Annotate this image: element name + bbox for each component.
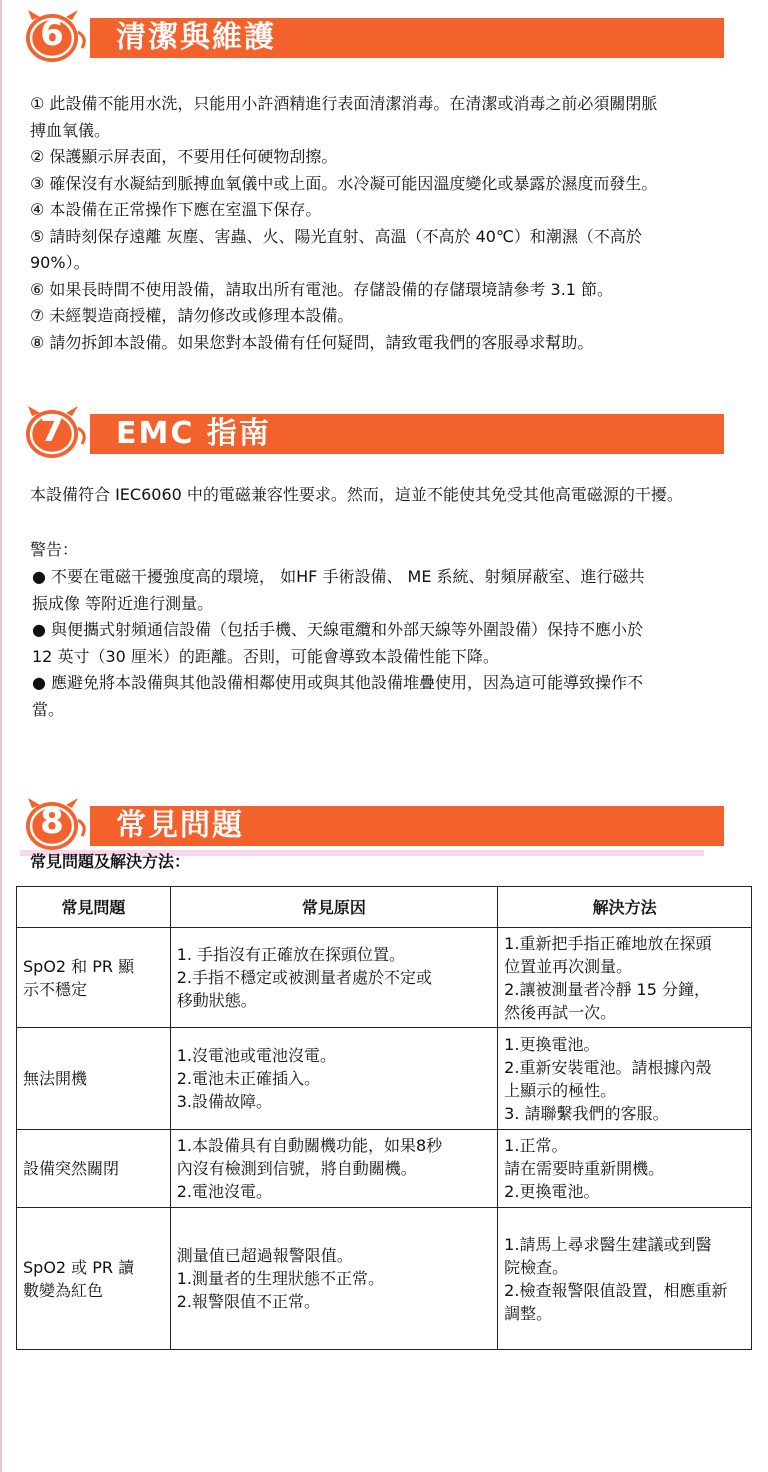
maintenance-item — [30, 330, 758, 357]
section-6-title: 清潔與維護 — [116, 20, 276, 55]
text-line: ● 應避免將本設備與其他設備相鄰使用或與其他設備堆疊使用，因為這可能導致操作不 — [32, 673, 644, 692]
left-margin-rule — [0, 0, 2, 1472]
maintenance-item — [30, 144, 758, 171]
table-row — [17, 1130, 752, 1208]
header-problem: 常見問題 — [17, 887, 171, 928]
text-line: 1.測量者的生理狀態不正常。 — [176, 1269, 384, 1288]
text-line: 2.讓被測量者冷靜 15 分鐘， — [504, 979, 710, 999]
text-line: 院檢查。 — [504, 1257, 569, 1277]
text-line: 1.沒電池或電池沒電。 — [176, 1046, 336, 1065]
text-line: ⑤ 請時刻保存遠離 灰塵、害蟲、火、陽光直射、高溫（不高於 40℃）和潮濕（不高於 — [30, 226, 642, 246]
text-line: ③ 確保沒有水凝結到脈搏血氧儀中或上面。水冷凝可能因溫度變化或暴露於濕度而發生。 — [30, 173, 658, 193]
warning-item — [32, 617, 754, 670]
emc-intro: 本設備符合 IEC6060 中的電磁兼容性要求。然而，這並不能使其免受其他高電磁源的干擾。 — [30, 485, 683, 504]
cell-solution — [498, 928, 752, 1028]
text-line: 示不穩定 — [23, 979, 88, 999]
text-line: 12 英寸（30 厘米）的距離。否則，可能會導致本設備性能下降。 — [32, 646, 499, 666]
text-line: 2.檢查報警限值設置，相應重新 — [504, 1280, 728, 1300]
cell-problem — [17, 928, 171, 1028]
warning-list — [32, 564, 754, 723]
text-line: 2.報警限值不正常。 — [176, 1292, 320, 1311]
text-line: 測量值已超過報警限值。 — [176, 1246, 353, 1265]
cell-cause — [170, 1208, 497, 1350]
text-line: 1.請馬上尋求醫生建議或到醫 — [504, 1234, 712, 1254]
cell-cause — [170, 928, 497, 1028]
cow-badge-icon — [20, 796, 96, 848]
table-header-row — [17, 887, 752, 928]
warning-label: 警告： — [30, 540, 79, 559]
warning-item — [32, 670, 754, 723]
text-line: 2.重新安裝電池。請根據內殼 — [504, 1057, 712, 1077]
text-line: ② 保護顯示屏表面，不要用任何硬物刮擦。 — [30, 147, 338, 166]
warning-item — [32, 564, 754, 617]
maintenance-item — [30, 171, 758, 198]
text-line: 1. 手指沒有正確放在探頭位置。 — [176, 945, 406, 964]
text-line: ⑧ 請勿拆卸本設備。如果您對本設備有任何疑問，請致電我們的客服尋求幫助。 — [30, 332, 594, 352]
cow-badge-icon — [20, 404, 96, 456]
maintenance-item — [30, 277, 758, 304]
section-8-number: 8 — [40, 802, 64, 842]
maintenance-item — [30, 303, 758, 330]
text-line: 數變為紅色 — [23, 1280, 104, 1300]
text-line: 1.更換電池。 — [504, 1034, 600, 1054]
text-line: 1.重新把手指正確地放在探頭 — [504, 933, 712, 953]
header-solution: 解決方法 — [498, 887, 752, 928]
table-row — [17, 928, 752, 1028]
text-line: ● 不要在電磁干擾強度高的環境， 如HF 手術設備、 ME 系統、射頻屏蔽室、進行磁共 — [32, 567, 645, 586]
text-line: 2.手指不穩定或被測量者處於不定或 — [176, 968, 432, 987]
text-line: SpO2 和 PR 顯 — [23, 956, 135, 976]
cell-problem — [17, 1208, 171, 1350]
maintenance-item — [30, 197, 758, 224]
cell-problem — [17, 1130, 171, 1208]
cell-cause — [170, 1028, 497, 1130]
text-line: 請在需要時重新開機。 — [504, 1159, 665, 1178]
text-line: ④ 本設備在正常操作下應在室溫下保存。 — [30, 200, 322, 219]
text-line: ⑦ 未經製造商授權，請勿修改或修理本設備。 — [30, 306, 354, 325]
text-line: 2.電池未正確插入。 — [176, 1069, 320, 1088]
section-6-list — [30, 91, 758, 356]
text-line: SpO2 或 PR 讀 — [23, 1257, 135, 1277]
section-7-number: 7 — [40, 410, 64, 450]
cell-solution — [498, 1130, 752, 1208]
text-line: 3.設備故障。 — [176, 1092, 272, 1111]
cell-solution — [498, 1208, 752, 1350]
text-line: 內沒有檢測到信號，將自動關機。 — [176, 1159, 417, 1178]
faq-table — [16, 886, 752, 1350]
text-line: 2.電池沒電。 — [176, 1182, 272, 1201]
text-line: 1.本設備具有自動關機功能，如果8秒 — [176, 1136, 443, 1155]
text-line: 然後再試一次。 — [504, 1002, 617, 1022]
text-line: 位置並再次測量。 — [504, 956, 633, 976]
text-line: ⑥ 如果長時間不使用設備，請取出所有電池。存儲設備的存儲環境請參考 3.1 節。 — [30, 279, 614, 299]
maintenance-item — [30, 224, 758, 277]
text-line: 上顯示的極性。 — [504, 1080, 617, 1100]
section-7-title: EMC 指南 — [116, 416, 271, 451]
header-cause: 常見原因 — [170, 887, 497, 928]
maintenance-item — [30, 91, 758, 144]
text-line: 90%）。 — [30, 253, 90, 272]
text-line: 1.正常。 — [504, 1136, 568, 1155]
table-row — [17, 1208, 752, 1350]
cell-cause — [170, 1130, 497, 1208]
text-line: 設備突然關閉 — [23, 1159, 120, 1178]
text-line: 當。 — [32, 699, 65, 719]
cell-solution — [498, 1028, 752, 1130]
section-8-title: 常見問題 — [116, 808, 244, 843]
faq-subtitle: 常見問題及解決方法： — [30, 852, 191, 871]
cow-badge-icon — [20, 8, 96, 60]
cell-problem — [17, 1028, 171, 1130]
table-row — [17, 1028, 752, 1130]
text-line: 3. 請聯繫我們的客服。 — [504, 1103, 669, 1123]
text-line: 2.更換電池。 — [504, 1182, 600, 1201]
text-line: 調整。 — [504, 1303, 553, 1323]
text-line: 移動狀態。 — [176, 991, 257, 1010]
text-line: ● 與便攜式射頻通信設備（包括手機、天線電纜和外部天線等外圍設備）保持不應小於 — [32, 620, 644, 639]
text-line: ① 此設備不能用水洗，只能用小許酒精進行表面清潔消毒。在清潔或消毒之前必須關閉脈 — [30, 94, 658, 113]
text-line: 無法開機 — [23, 1069, 88, 1088]
section-6-number: 6 — [40, 14, 64, 54]
text-line: 搏血氧儀。 — [30, 120, 111, 140]
text-line: 振成像 等附近進行測量。 — [32, 593, 214, 613]
